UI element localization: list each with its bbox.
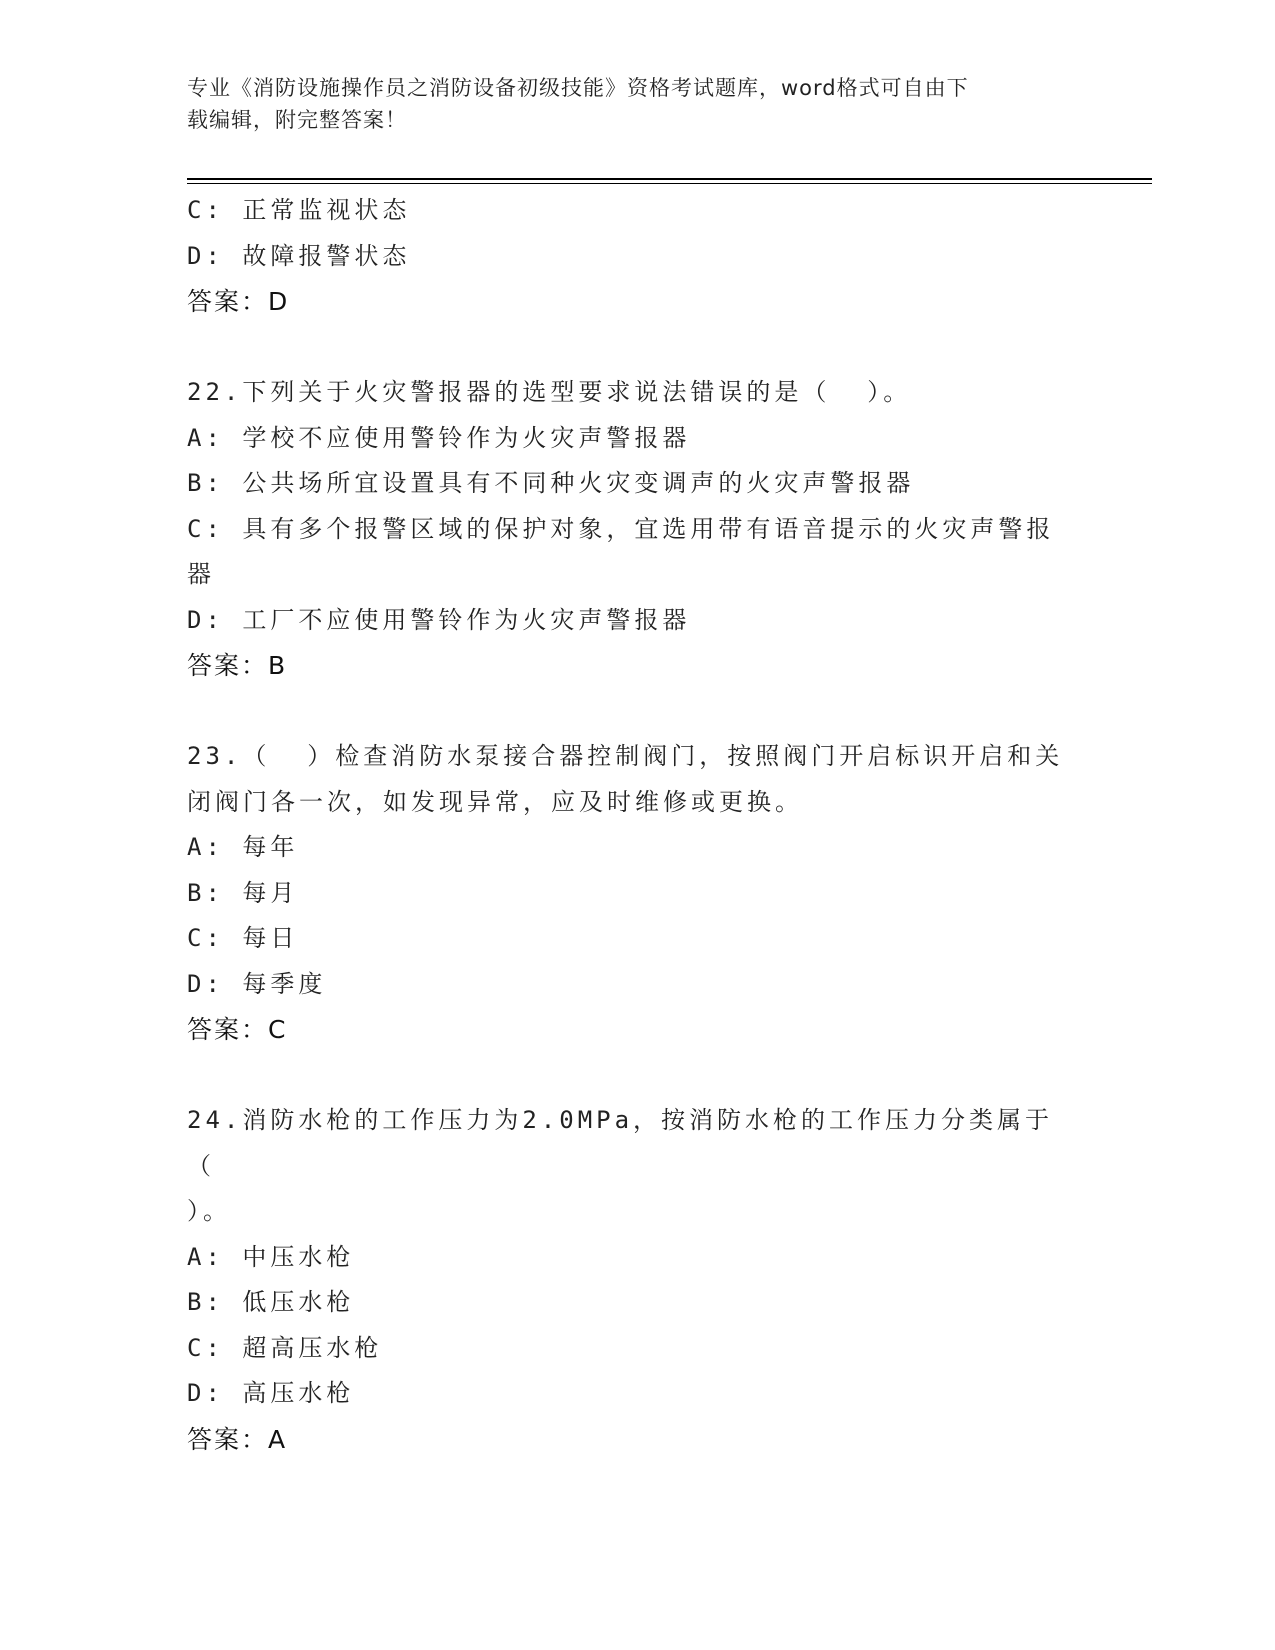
question-stem-continued: 闭阀门各一次，如发现异常，应及时维修或更换。 — [187, 787, 803, 816]
answer-line: 答案：D — [187, 287, 290, 316]
option-c: C: 超高压水枪 — [187, 1333, 383, 1362]
header-line-1: 专业《消防设施操作员之消防设备初级技能》资格考试题库，word格式可自由下 — [187, 76, 969, 100]
option-b: B: 公共场所宜设置具有不同种火灾变调声的火灾声警报器 — [187, 469, 915, 497]
option-c-continued: 器 — [187, 560, 215, 588]
question-content — [187, 188, 1067, 1462]
spacer — [187, 1053, 1067, 1099]
option-d: D: 故障报警状态 — [187, 241, 411, 270]
question-stem: 22.下列关于火灾警报器的选型要求说法错误的是（ ）。 — [187, 378, 912, 406]
header-line-2: 载编辑，附完整答案！ — [187, 108, 407, 132]
question-stem: 24.消防水枪的工作压力为2.0MPa，按消防水枪的工作压力分类属于（ — [187, 1106, 1054, 1180]
question-stem-continued: ）。 — [187, 1197, 231, 1225]
option-a: A: 每年 — [187, 833, 299, 861]
option-c: C: 每日 — [187, 924, 299, 952]
option-c: C: 具有多个报警区域的保护对象，宜选用带有语音提示的火灾声警报 — [187, 514, 1055, 543]
header-divider-thick — [187, 178, 1152, 180]
option-d: D: 高压水枪 — [187, 1379, 355, 1407]
answer-line: 答案：C — [187, 1015, 288, 1044]
option-c: C: 正常监视状态 — [187, 196, 411, 224]
spacer — [187, 325, 1067, 371]
question-stem: 23.（ ）检查消防水泵接合器控制阀门，按照阀门开启标识开启和关 — [187, 742, 1064, 770]
option-a: A: 中压水枪 — [187, 1242, 355, 1271]
spacer — [187, 689, 1067, 735]
option-d: D: 工厂不应使用警铃作为火灾声警报器 — [187, 605, 691, 634]
option-d: D: 每季度 — [187, 969, 327, 998]
option-a: A: 学校不应使用警铃作为火灾声警报器 — [187, 423, 691, 452]
option-b: B: 低压水枪 — [187, 1288, 355, 1316]
header-divider-thin — [187, 183, 1152, 184]
option-b: B: 每月 — [187, 878, 299, 907]
document-header — [187, 72, 1067, 136]
answer-line: 答案：B — [187, 651, 288, 680]
answer-line: 答案：A — [187, 1424, 288, 1454]
